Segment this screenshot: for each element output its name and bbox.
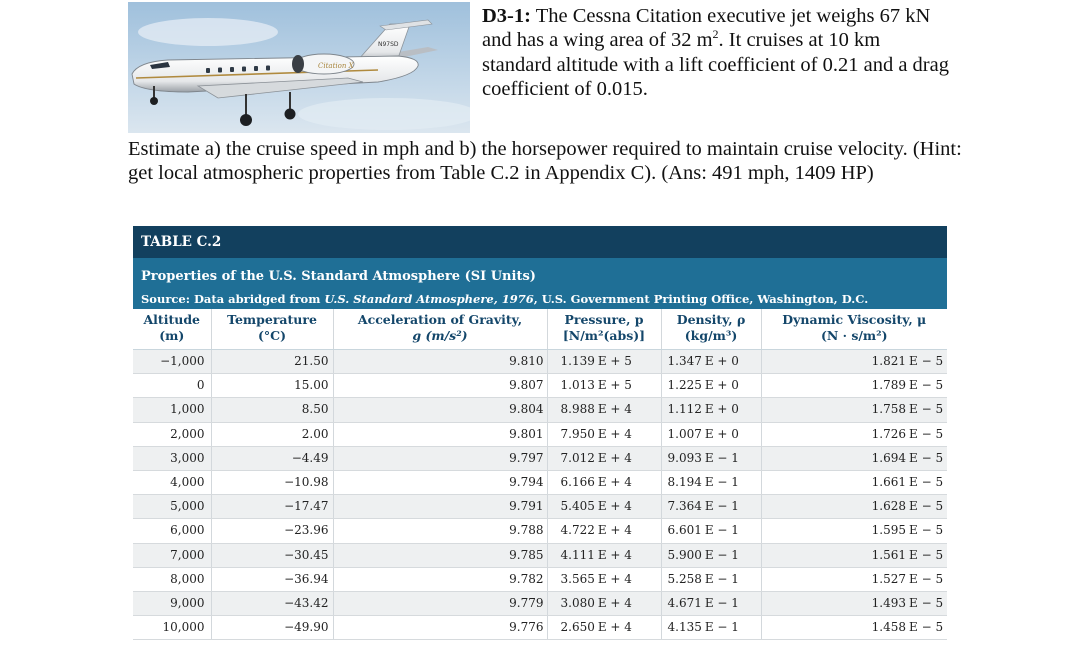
livery-script: Citation X xyxy=(318,62,354,70)
density-exponent: E + 0 xyxy=(704,378,739,393)
cell-pressure xyxy=(547,350,661,374)
pressure-mantissa: 5.405 xyxy=(560,499,595,514)
viscosity-mantissa: 1.789 xyxy=(871,378,906,393)
cell-pressure xyxy=(547,591,661,615)
density-exponent: E − 1 xyxy=(704,571,739,586)
density-mantissa: 7.364 xyxy=(667,499,702,514)
table-row xyxy=(133,495,947,519)
pressure-mantissa: 7.950 xyxy=(560,426,595,441)
pressure-exponent: E + 4 xyxy=(597,475,632,490)
cell-density xyxy=(661,591,761,615)
cell-viscosity xyxy=(761,591,947,615)
tail-number: N97SD xyxy=(378,41,399,48)
density-mantissa: 5.900 xyxy=(667,547,702,562)
density-mantissa: 4.671 xyxy=(667,595,702,610)
cell-gravity: 9.782 xyxy=(333,567,547,591)
density-exponent: E − 1 xyxy=(704,595,739,610)
viscosity-mantissa: 1.661 xyxy=(871,475,906,490)
viscosity-exponent: E − 5 xyxy=(909,547,944,562)
col-temperature: Temperature (°C) xyxy=(211,309,333,350)
pressure-exponent: E + 4 xyxy=(597,595,632,610)
cell-altitude: 9,000 xyxy=(133,591,211,615)
pressure-exponent: E + 4 xyxy=(597,499,632,514)
cell-viscosity xyxy=(761,422,947,446)
viscosity-exponent: E − 5 xyxy=(909,450,944,465)
viscosity-exponent: E − 5 xyxy=(909,378,944,393)
cell-temperature: −49.90 xyxy=(211,616,333,640)
density-mantissa: 1.007 xyxy=(667,426,702,441)
problem-statement xyxy=(482,4,952,101)
pressure-exponent: E + 4 xyxy=(597,620,632,635)
pressure-mantissa: 4.111 xyxy=(560,547,595,562)
viscosity-mantissa: 1.694 xyxy=(871,450,906,465)
cell-gravity: 9.779 xyxy=(333,591,547,615)
density-exponent: E − 1 xyxy=(704,620,739,635)
cell-viscosity xyxy=(761,519,947,543)
cell-temperature: −23.96 xyxy=(211,519,333,543)
table-row xyxy=(133,519,947,543)
pressure-exponent: E + 4 xyxy=(597,450,632,465)
source-suffix: , U.S. Government Printing Office, Washington, D.C. xyxy=(533,292,869,306)
table-row xyxy=(133,374,947,398)
cell-temperature: −4.49 xyxy=(211,446,333,470)
cell-altitude: 10,000 xyxy=(133,616,211,640)
pressure-exponent: E + 4 xyxy=(597,426,632,441)
pressure-mantissa: 4.722 xyxy=(560,523,595,538)
cell-viscosity xyxy=(761,543,947,567)
cell-altitude: 8,000 xyxy=(133,567,211,591)
viscosity-exponent: E − 5 xyxy=(909,402,944,417)
table-row xyxy=(133,591,947,615)
source-prefix: Source: Data abridged from xyxy=(141,292,325,306)
viscosity-mantissa: 1.458 xyxy=(871,620,906,635)
cell-pressure xyxy=(547,470,661,494)
pressure-mantissa: 1.139 xyxy=(560,354,595,369)
cell-density xyxy=(661,350,761,374)
density-exponent: E − 1 xyxy=(704,450,739,465)
table-row xyxy=(133,567,947,591)
col-viscosity: Dynamic Viscosity, μ (N · s/m²) xyxy=(761,309,947,350)
density-exponent: E − 1 xyxy=(704,499,739,514)
table-row xyxy=(133,422,947,446)
table-caption xyxy=(133,258,947,309)
density-mantissa: 4.135 xyxy=(667,620,702,635)
cell-pressure xyxy=(547,543,661,567)
cell-pressure xyxy=(547,398,661,422)
cell-pressure xyxy=(547,422,661,446)
cell-gravity: 9.804 xyxy=(333,398,547,422)
pressure-mantissa: 6.166 xyxy=(560,475,595,490)
pressure-mantissa: 2.650 xyxy=(560,620,595,635)
cell-gravity: 9.785 xyxy=(333,543,547,567)
viscosity-exponent: E − 5 xyxy=(909,595,944,610)
cell-gravity: 9.807 xyxy=(333,374,547,398)
pressure-exponent: E + 4 xyxy=(597,402,632,417)
cell-viscosity xyxy=(761,398,947,422)
cell-temperature: −17.47 xyxy=(211,495,333,519)
density-mantissa: 1.112 xyxy=(667,402,702,417)
table-title: Properties of the U.S. Standard Atmosphere (SI Units) xyxy=(141,269,536,284)
cell-pressure xyxy=(547,495,661,519)
column-header-row xyxy=(133,309,947,350)
col-density: Density, ρ (kg/m³) xyxy=(661,309,761,350)
cell-density xyxy=(661,422,761,446)
density-exponent: E + 0 xyxy=(704,426,739,441)
viscosity-mantissa: 1.821 xyxy=(871,354,906,369)
cell-gravity: 9.776 xyxy=(333,616,547,640)
density-mantissa: 6.601 xyxy=(667,523,702,538)
table-row xyxy=(133,350,947,374)
viscosity-mantissa: 1.561 xyxy=(871,547,906,562)
viscosity-mantissa: 1.527 xyxy=(871,571,906,586)
viscosity-mantissa: 1.628 xyxy=(871,499,906,514)
pressure-exponent: E + 5 xyxy=(597,378,632,393)
cell-density xyxy=(661,470,761,494)
pressure-mantissa: 7.012 xyxy=(560,450,595,465)
col-altitude: Altitude (m) xyxy=(133,309,211,350)
cell-viscosity xyxy=(761,495,947,519)
cell-density xyxy=(661,543,761,567)
cell-density xyxy=(661,374,761,398)
area-unit-exponent: 2 xyxy=(712,27,719,42)
density-exponent: E − 1 xyxy=(704,475,739,490)
cell-pressure xyxy=(547,446,661,470)
cell-gravity: 9.810 xyxy=(333,350,547,374)
table-row xyxy=(133,470,947,494)
cell-viscosity xyxy=(761,616,947,640)
pressure-exponent: E + 4 xyxy=(597,547,632,562)
table-row xyxy=(133,543,947,567)
cell-viscosity xyxy=(761,374,947,398)
cell-altitude: 0 xyxy=(133,374,211,398)
cell-pressure xyxy=(547,567,661,591)
viscosity-mantissa: 1.726 xyxy=(871,426,906,441)
cell-viscosity xyxy=(761,350,947,374)
pressure-mantissa: 8.988 xyxy=(560,402,595,417)
table-row xyxy=(133,616,947,640)
cell-altitude: 6,000 xyxy=(133,519,211,543)
source-title: U.S. Standard Atmosphere, 1976 xyxy=(324,292,534,306)
cell-density xyxy=(661,495,761,519)
pressure-exponent: E + 5 xyxy=(597,354,632,369)
cell-temperature: 8.50 xyxy=(211,398,333,422)
col-pressure: Pressure, p [N/m²(abs)] xyxy=(547,309,661,350)
cell-pressure xyxy=(547,616,661,640)
cell-gravity: 9.801 xyxy=(333,422,547,446)
cell-temperature: 2.00 xyxy=(211,422,333,446)
cessna-citation-photo xyxy=(128,2,470,133)
density-mantissa: 1.225 xyxy=(667,378,702,393)
pressure-exponent: E + 4 xyxy=(597,523,632,538)
viscosity-exponent: E − 5 xyxy=(909,475,944,490)
density-mantissa: 8.194 xyxy=(667,475,702,490)
density-exponent: E − 1 xyxy=(704,547,739,562)
viscosity-mantissa: 1.493 xyxy=(871,595,906,610)
problem-id: D3-1: xyxy=(482,5,531,27)
cell-pressure xyxy=(547,519,661,543)
cell-density xyxy=(661,446,761,470)
viscosity-exponent: E − 5 xyxy=(909,523,944,538)
pressure-mantissa: 3.080 xyxy=(560,595,595,610)
viscosity-mantissa: 1.758 xyxy=(871,402,906,417)
table-source xyxy=(141,285,947,306)
pressure-mantissa: 3.565 xyxy=(560,571,595,586)
cell-altitude: 5,000 xyxy=(133,495,211,519)
cell-temperature: 15.00 xyxy=(211,374,333,398)
cell-viscosity xyxy=(761,470,947,494)
cell-gravity: 9.791 xyxy=(333,495,547,519)
cell-pressure xyxy=(547,374,661,398)
viscosity-exponent: E − 5 xyxy=(909,571,944,586)
table-row xyxy=(133,398,947,422)
cell-temperature: −43.42 xyxy=(211,591,333,615)
density-exponent: E − 1 xyxy=(704,523,739,538)
viscosity-exponent: E − 5 xyxy=(909,499,944,514)
density-mantissa: 9.093 xyxy=(667,450,702,465)
density-mantissa: 1.347 xyxy=(667,354,702,369)
cell-temperature: −30.45 xyxy=(211,543,333,567)
cell-viscosity xyxy=(761,567,947,591)
cell-altitude: 7,000 xyxy=(133,543,211,567)
cell-altitude: 3,000 xyxy=(133,446,211,470)
cell-gravity: 9.797 xyxy=(333,446,547,470)
cell-altitude: 4,000 xyxy=(133,470,211,494)
cell-viscosity xyxy=(761,446,947,470)
cell-density xyxy=(661,519,761,543)
viscosity-exponent: E − 5 xyxy=(909,354,944,369)
density-exponent: E + 0 xyxy=(704,402,739,417)
pressure-mantissa: 1.013 xyxy=(560,378,595,393)
cell-density xyxy=(661,567,761,591)
cell-gravity: 9.788 xyxy=(333,519,547,543)
cell-altitude: 1,000 xyxy=(133,398,211,422)
col-gravity: Acceleration of Gravity, g (m/s²) xyxy=(333,309,547,350)
atmosphere-data-table xyxy=(133,309,947,640)
pressure-exponent: E + 4 xyxy=(597,571,632,586)
viscosity-exponent: E − 5 xyxy=(909,620,944,635)
density-mantissa: 5.258 xyxy=(667,571,702,586)
cell-altitude: −1,000 xyxy=(133,350,211,374)
density-exponent: E + 0 xyxy=(704,354,739,369)
cell-density xyxy=(661,616,761,640)
cell-density xyxy=(661,398,761,422)
viscosity-exponent: E − 5 xyxy=(909,426,944,441)
problem-text-cont: . It cruises at 10 km standard altitude with a lift coefficient of 0.21 and a drag coefficient of 0.015. xyxy=(482,29,949,100)
viscosity-mantissa: 1.595 xyxy=(871,523,906,538)
table-row xyxy=(133,446,947,470)
problem-task: Estimate a) the cruise speed in mph and b) the horsepower required to maintain cruise velocity. (Hint: get local atmospheric properties from Table C.2 in Appendix C). (Ans: 491 mph, 1409 HP) xyxy=(128,138,962,185)
cell-altitude: 2,000 xyxy=(133,422,211,446)
cell-temperature: −36.94 xyxy=(211,567,333,591)
atmosphere-table xyxy=(133,226,947,640)
table-label: TABLE C.2 xyxy=(133,226,947,258)
cell-temperature: 21.50 xyxy=(211,350,333,374)
cell-temperature: −10.98 xyxy=(211,470,333,494)
problem-text: The Cessna Citation executive jet weighs 67 kN and has a wing area of 32 m xyxy=(482,5,931,52)
cell-gravity: 9.794 xyxy=(333,470,547,494)
